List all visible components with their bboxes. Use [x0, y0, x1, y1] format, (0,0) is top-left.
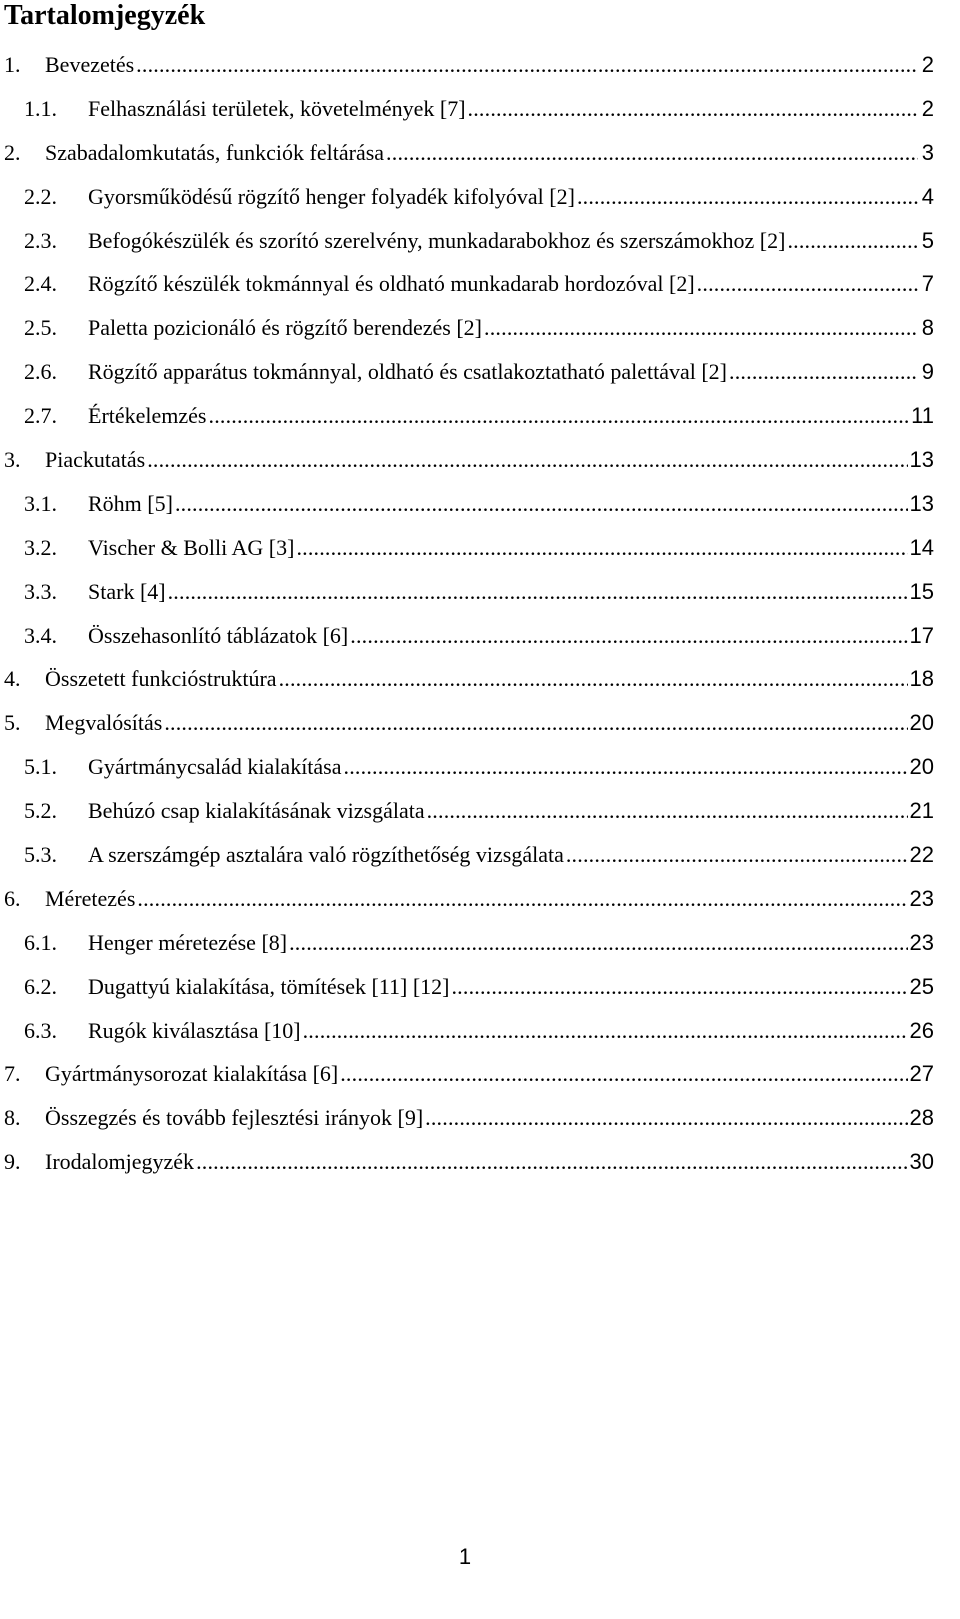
toc-entry-number: 3.3. — [24, 578, 57, 604]
toc-entry-title[interactable]: Befogókészülék és szorító szerelvény, munkadarabokhoz és szerszámokhoz [2] — [88, 227, 786, 253]
toc-entry-number: 6.2. — [24, 973, 57, 999]
toc-entry-title[interactable]: Összegzés és tovább fejlesztési irányok [9] — [45, 1105, 424, 1131]
toc-entry-title[interactable]: Behúzó csap kialakításának vizsgálata — [88, 798, 425, 824]
dot-leader — [425, 1105, 907, 1131]
dot-leader — [289, 930, 907, 956]
toc-entry-page: 20 — [909, 710, 934, 736]
dot-leader — [279, 666, 908, 692]
toc-entry-number: 2.3. — [24, 227, 57, 253]
toc-entry-title[interactable]: Henger méretezése [8] — [88, 929, 288, 955]
dot-leader — [196, 1149, 907, 1175]
toc-entry-number: 2.4. — [24, 271, 57, 297]
dot-leader — [697, 271, 918, 297]
toc-entry[interactable] — [4, 87, 934, 131]
toc-entry[interactable] — [4, 175, 934, 219]
toc-entry[interactable] — [4, 701, 934, 745]
toc-entry-number: 6.3. — [24, 1017, 57, 1043]
toc-entry-title[interactable]: Röhm [5] — [88, 490, 173, 516]
dot-leader — [175, 491, 908, 517]
dot-leader — [427, 798, 908, 824]
toc-entry-number: 2. — [4, 139, 21, 165]
toc-entry-page: 13 — [909, 446, 934, 472]
toc-entry-title[interactable]: Piackutatás — [45, 446, 146, 472]
toc-entry-number: 3.2. — [24, 534, 57, 560]
dot-leader — [164, 710, 907, 736]
toc-entry-number: 5.2. — [24, 798, 57, 824]
toc-entry-page: 14 — [909, 534, 934, 560]
toc-entry[interactable] — [4, 43, 934, 87]
toc-entry-title[interactable]: Rugók kiválasztása [10] — [88, 1017, 301, 1043]
toc-entry-title[interactable]: Stark [4] — [88, 578, 166, 604]
toc-entry-page: 15 — [909, 578, 934, 604]
toc-entry-page: 20 — [909, 754, 934, 780]
toc-entry-title[interactable]: Felhasználási területek, követelmények [7] — [88, 95, 466, 121]
table-of-contents — [4, 43, 934, 1184]
toc-entry-number: 4. — [4, 666, 21, 692]
toc-entry[interactable] — [4, 614, 934, 658]
dot-leader — [137, 886, 907, 912]
toc-entry[interactable] — [4, 131, 934, 175]
toc-entry-page: 4 — [921, 183, 934, 209]
toc-entry[interactable] — [4, 789, 934, 833]
toc-entry-page: 23 — [909, 885, 934, 911]
toc-entry-number: 2.7. — [24, 403, 57, 429]
toc-entry-title[interactable]: Gyorsműködésű rögzítő henger folyadék kifolyóval [2] — [88, 183, 575, 209]
dot-leader — [787, 228, 918, 254]
toc-entry[interactable] — [4, 526, 934, 570]
dot-leader — [484, 315, 918, 341]
toc-entry-title[interactable]: A szerszámgép asztalára való rögzíthetőség vizsgálata — [88, 841, 564, 867]
toc-entry[interactable] — [4, 570, 934, 614]
toc-entry-title[interactable]: Méretezés — [45, 885, 136, 911]
toc-entry-page: 7 — [921, 271, 934, 297]
toc-entry[interactable] — [4, 965, 934, 1009]
toc-entry-number: 1. — [4, 51, 21, 77]
toc-entry-title[interactable]: Vischer & Bolli AG [3] — [88, 534, 295, 560]
dot-leader — [350, 623, 907, 649]
toc-entry-title[interactable]: Megvalósítás — [45, 710, 163, 736]
toc-entry-title[interactable]: Rögzítő apparátus tokmánnyal, oldható és csatlakoztatható palettával [2] — [88, 359, 728, 385]
dot-leader — [566, 842, 908, 868]
toc-entry-page: 5 — [921, 227, 934, 253]
toc-entry-number: 2.2. — [24, 183, 57, 209]
toc-entry-title[interactable]: Összehasonlító táblázatok [6] — [88, 622, 349, 648]
toc-entry[interactable] — [4, 921, 934, 965]
dot-leader — [468, 96, 918, 122]
toc-entry-title[interactable]: Dugattyú kialakítása, tömítések [11] [12] — [88, 973, 450, 999]
toc-entry-page: 22 — [909, 841, 934, 867]
toc-entry-page: 23 — [909, 929, 934, 955]
toc-entry[interactable] — [4, 877, 934, 921]
dot-leader — [168, 579, 908, 605]
toc-entry-title[interactable]: Szabadalomkutatás, funkciók feltárása — [45, 139, 385, 165]
toc-entry-number: 3.1. — [24, 490, 57, 516]
toc-entry-title[interactable]: Összetett funkcióstruktúra — [45, 666, 277, 692]
toc-entry-number: 3.4. — [24, 622, 57, 648]
toc-entry[interactable] — [4, 482, 934, 526]
toc-entry[interactable] — [4, 350, 934, 394]
dot-leader — [340, 1061, 907, 1087]
toc-entry-page: 11 — [911, 403, 934, 429]
toc-entry-page: 27 — [909, 1061, 934, 1087]
toc-entry-page: 3 — [921, 139, 934, 165]
toc-entry-title[interactable]: Rögzítő készülék tokmánnyal és oldható munkadarab hordozóval [2] — [88, 271, 695, 297]
toc-entry-number: 3. — [4, 446, 21, 472]
toc-entry[interactable] — [4, 833, 934, 877]
toc-entry-title[interactable]: Gyártmánycsalád kialakítása — [88, 754, 342, 780]
toc-entry-page: 13 — [909, 490, 934, 516]
toc-entry-page: 9 — [921, 359, 934, 385]
toc-entry-number: 6.1. — [24, 929, 57, 955]
toc-entry[interactable] — [4, 1096, 934, 1140]
toc-entry-page: 18 — [909, 666, 934, 692]
toc-entry-page: 25 — [909, 973, 934, 999]
toc-entry[interactable] — [4, 262, 934, 306]
dot-leader — [209, 403, 910, 429]
toc-entry-title[interactable]: Irodalomjegyzék — [45, 1149, 195, 1175]
page-number: 1 — [458, 1544, 472, 1569]
toc-entry-page: 21 — [909, 798, 934, 824]
toc-entry-number: 1.1. — [24, 95, 57, 121]
toc-entry[interactable] — [4, 657, 934, 701]
dot-leader — [577, 184, 918, 210]
toc-entry-number: 2.6. — [24, 359, 57, 385]
toc-entry-number: 5.3. — [24, 841, 57, 867]
toc-entry[interactable] — [4, 438, 934, 482]
dot-leader — [136, 52, 918, 78]
page-title: Tartalomjegyzék — [4, 0, 206, 31]
toc-entry-page: 30 — [909, 1149, 934, 1175]
dot-leader — [386, 140, 918, 166]
toc-entry-title[interactable]: Paletta pozicionáló és rögzítő berendezés [2] — [88, 315, 483, 341]
toc-entry-number: 6. — [4, 885, 21, 911]
toc-entry-page: 26 — [909, 1017, 934, 1043]
toc-entry-page: 8 — [921, 315, 934, 341]
dot-leader — [451, 974, 907, 1000]
toc-entry[interactable] — [4, 306, 934, 350]
toc-entry[interactable] — [4, 1140, 934, 1184]
toc-entry-page: 2 — [921, 51, 934, 77]
dot-leader — [344, 754, 908, 780]
toc-entry-title[interactable]: Értékelemzés — [88, 403, 207, 429]
toc-entry[interactable] — [4, 1009, 934, 1053]
toc-entry-page: 2 — [921, 95, 934, 121]
toc-entry-number: 5.1. — [24, 754, 57, 780]
toc-entry[interactable] — [4, 1052, 934, 1096]
toc-entry[interactable] — [4, 219, 934, 263]
toc-entry-number: 8. — [4, 1105, 21, 1131]
dot-leader — [147, 447, 907, 473]
toc-entry-number: 5. — [4, 710, 21, 736]
toc-entry[interactable] — [4, 745, 934, 789]
dot-leader — [729, 359, 918, 385]
toc-entry[interactable] — [4, 394, 934, 438]
toc-entry-number: 2.5. — [24, 315, 57, 341]
toc-entry-page: 17 — [909, 622, 934, 648]
dot-leader — [296, 535, 907, 561]
toc-entry-title[interactable]: Bevezetés — [45, 51, 135, 77]
dot-leader — [303, 1018, 908, 1044]
toc-entry-number: 9. — [4, 1149, 21, 1175]
toc-entry-title[interactable]: Gyártmánysorozat kialakítása [6] — [45, 1061, 339, 1087]
toc-entry-page: 28 — [909, 1105, 934, 1131]
toc-entry-number: 7. — [4, 1061, 21, 1087]
